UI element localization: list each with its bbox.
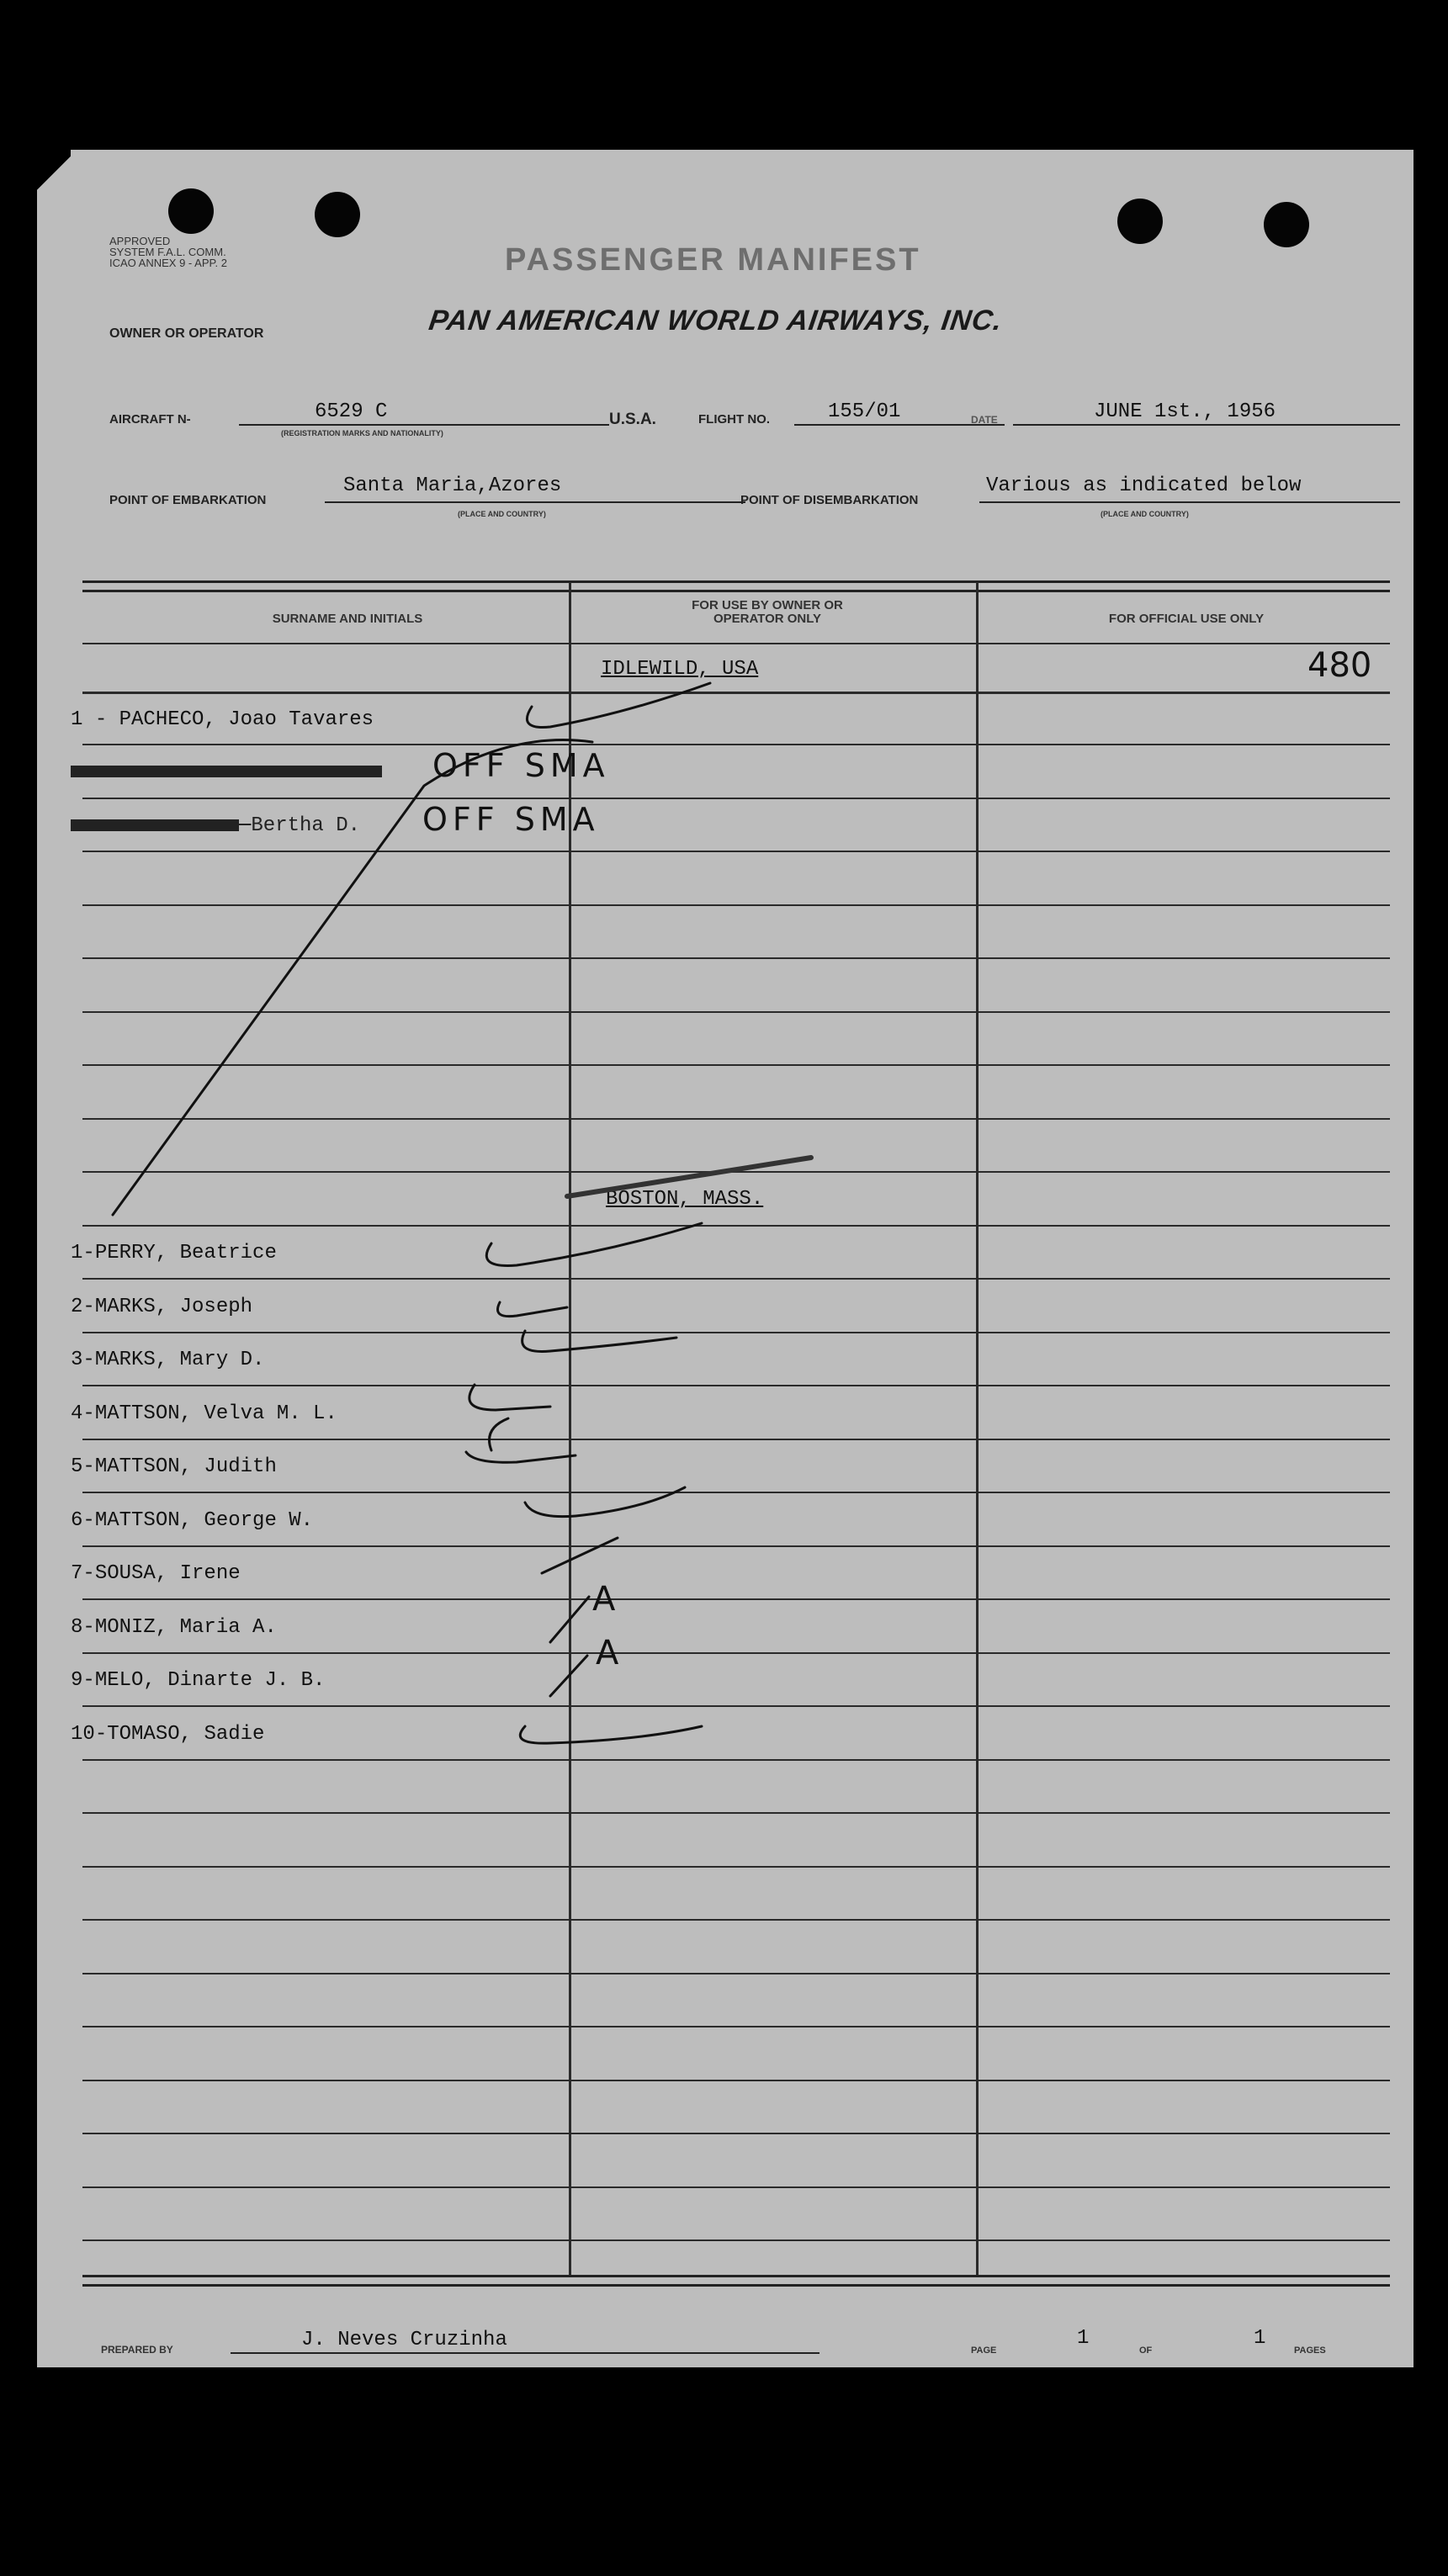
embark-label: POINT OF EMBARKATION xyxy=(109,493,267,507)
prepared-value: J. Neves Cruzinha xyxy=(301,2329,507,2351)
passenger-number: 10 xyxy=(71,1723,95,1746)
passenger-row: 7-SOUSA, Irene xyxy=(71,1562,241,1585)
tick-boston-1 xyxy=(486,1223,702,1265)
passenger-row: 6-MATTSON, George W. xyxy=(71,1509,314,1532)
mark-a-row8: A xyxy=(592,1580,621,1619)
passenger-name: PACHECO, Joao Tavares xyxy=(119,708,374,731)
passenger-name: MATTSON, Velva M. L. xyxy=(94,1402,337,1425)
passenger-number: 6 xyxy=(71,1509,83,1532)
passenger-row: 4-MATTSON, Velva M. L. xyxy=(71,1402,337,1425)
official-number: 480 xyxy=(1307,646,1372,685)
tick-boston-6 xyxy=(525,1487,685,1517)
date-value: JUNE 1st., 1956 xyxy=(1094,400,1276,423)
passenger-row: 10-TOMASO, Sadie xyxy=(71,1723,265,1746)
approval-line-2: SYSTEM F.A.L. COMM. xyxy=(109,246,226,258)
off-sma-note-2: OFF SMA xyxy=(422,801,600,838)
passenger-name: SOUSA, Irene xyxy=(94,1562,241,1585)
owner-label: OWNER OR OPERATOR xyxy=(109,326,264,341)
flight-label: FLIGHT NO. xyxy=(698,412,770,427)
disembark-label: POINT OF DISEMBARKATION xyxy=(740,493,919,507)
tick-boston-2 xyxy=(498,1302,568,1317)
mark-a-row9: A xyxy=(596,1634,624,1672)
passenger-row: 5-MATTSON, Judith xyxy=(71,1455,277,1478)
passenger-number: 2 xyxy=(71,1296,83,1318)
tick-row-1 xyxy=(527,683,710,728)
passenger-name: PERRY, Beatrice xyxy=(94,1242,277,1264)
col-official-header: FOR OFFICIAL USE ONLY xyxy=(1108,612,1265,626)
passenger-name: TOMASO, Sadie xyxy=(107,1723,265,1746)
passenger-name: MARKS, Mary D. xyxy=(94,1349,265,1371)
passenger-number: 5 xyxy=(71,1455,83,1478)
tick-boston-5 xyxy=(466,1418,575,1462)
disembark-value: Various as indicated below xyxy=(986,474,1302,497)
destination-idlewild: IDLEWILD, USA xyxy=(601,658,759,681)
prepared-label: PREPARED BY xyxy=(101,2344,173,2356)
form-title: PASSENGER MANIFEST xyxy=(505,242,921,278)
page-value: 1 xyxy=(1077,2327,1090,2350)
passenger-number: 7 xyxy=(71,1562,83,1585)
disembark-sub: (PLACE AND COUNTRY) xyxy=(1101,510,1189,518)
page-label: PAGE xyxy=(971,2345,997,2356)
passenger-row: 9-MELO, Dinarte J. B. xyxy=(71,1669,326,1692)
passenger-row: 1 - PACHECO, Joao Tavares xyxy=(71,708,374,731)
passenger-row: 1-PERRY, Beatrice xyxy=(71,1242,277,1264)
col-owner-header: FOR USE BY OWNER OR OPERATOR ONLY xyxy=(692,598,843,626)
approval-line-1: APPROVED xyxy=(109,235,171,247)
passenger-number: 4 xyxy=(71,1402,83,1425)
passenger-number: 9 xyxy=(71,1669,83,1692)
tick-boston-3 xyxy=(522,1331,676,1352)
passenger-number: 3 xyxy=(71,1349,83,1371)
off-sma-note-1: OFF SMA xyxy=(432,747,610,784)
passenger-row: 3-MARKS, Mary D. xyxy=(71,1349,265,1371)
tick-boston-9 xyxy=(550,1656,587,1696)
passenger-number: 8 xyxy=(71,1616,83,1639)
passenger-row: 8-MONIZ, Maria A. xyxy=(71,1616,277,1639)
pages-label: PAGES xyxy=(1294,2345,1326,2356)
embark-value: Santa Maria,Azores xyxy=(343,474,562,497)
handwritten-ticks xyxy=(37,150,1414,2367)
embark-sub: (PLACE AND COUNTRY) xyxy=(458,510,546,518)
struck-name-fragment: Bertha D. xyxy=(251,814,361,837)
approval-line-3: ICAO ANNEX 9 - APP. 2 xyxy=(109,257,227,269)
passenger-number: 1 xyxy=(71,1242,83,1264)
of-label: OF xyxy=(1139,2345,1153,2356)
usa-label: U.S.A. xyxy=(609,411,656,428)
tick-boston-4 xyxy=(469,1385,550,1410)
aircraft-sub: (REGISTRATION MARKS AND NATIONALITY) xyxy=(281,429,443,437)
aircraft-label: AIRCRAFT N- xyxy=(109,412,191,427)
destination-boston: BOSTON, MASS. xyxy=(606,1188,764,1211)
tick-boston-7 xyxy=(542,1538,618,1573)
tick-boston-8 xyxy=(550,1597,589,1642)
col-surname-header: SURNAME AND INITIALS xyxy=(272,612,423,626)
passenger-name: MATTSON, Judith xyxy=(94,1455,277,1478)
manifest-sheet xyxy=(37,150,1414,2367)
aircraft-value: 6529 C xyxy=(315,400,388,423)
date-label: DATE xyxy=(971,414,998,426)
tick-boston-10 xyxy=(520,1726,702,1743)
passenger-name: MONIZ, Maria A. xyxy=(94,1616,277,1639)
diagonal-slash xyxy=(113,740,592,1215)
of-value: 1 xyxy=(1254,2327,1266,2350)
owner-name: PAN AMERICAN WORLD AIRWAYS, INC. xyxy=(427,305,1005,337)
passenger-name: MATTSON, George W. xyxy=(94,1509,314,1532)
flight-value: 155/01 xyxy=(828,400,901,423)
passenger-name: MARKS, Joseph xyxy=(94,1296,253,1318)
passenger-row: 2-MARKS, Joseph xyxy=(71,1296,253,1318)
passenger-number: 1 xyxy=(71,708,83,731)
scribble-over-boston xyxy=(567,1158,811,1196)
passenger-name: MELO, Dinarte J. B. xyxy=(94,1669,326,1692)
